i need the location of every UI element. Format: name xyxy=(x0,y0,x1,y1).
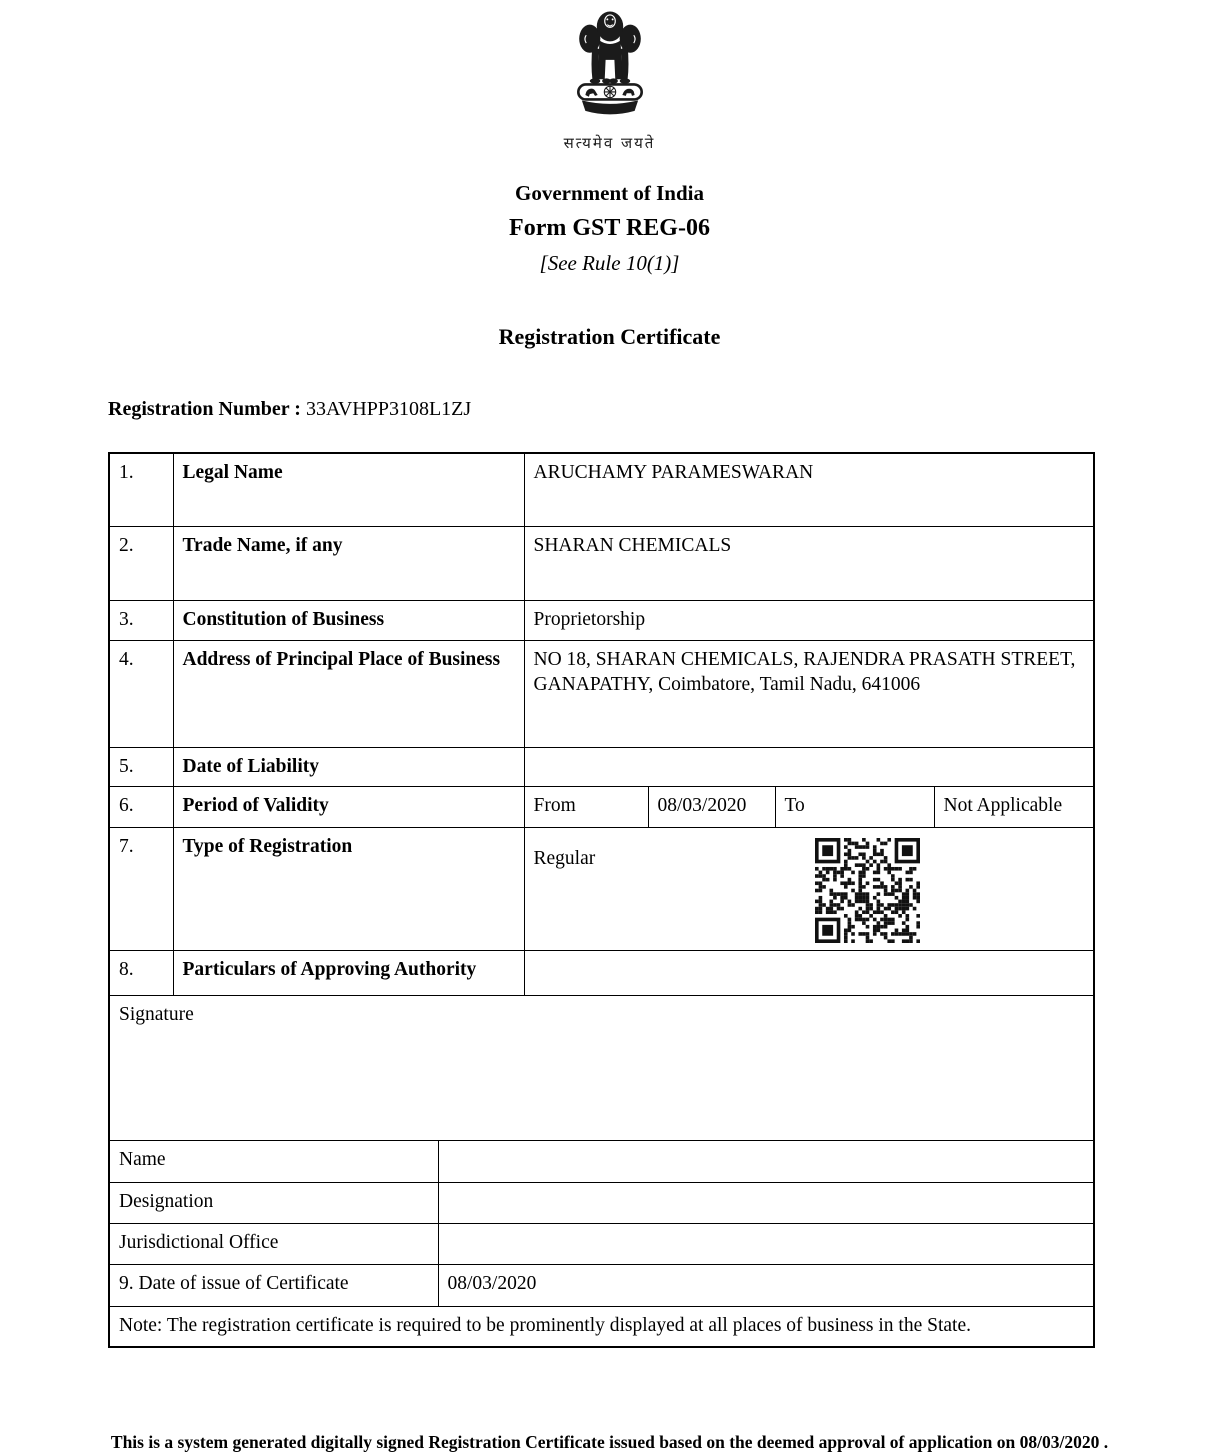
certificate-title: Registration Certificate xyxy=(498,324,721,349)
row-address xyxy=(109,640,1094,747)
field-label: Legal Name xyxy=(173,453,524,526)
field-value xyxy=(438,1223,1094,1264)
field-value xyxy=(524,950,1094,995)
field-value xyxy=(438,1182,1094,1223)
field-label: Address of Principal Place of Business xyxy=(173,640,524,747)
qr-code-icon xyxy=(815,838,920,943)
row-number: 6. xyxy=(109,786,173,827)
qr-code xyxy=(815,838,920,943)
row-signature xyxy=(109,995,1094,1140)
row-number: 7. xyxy=(109,827,173,950)
row-approving-authority xyxy=(109,950,1094,995)
row-date-of-liability xyxy=(109,747,1094,786)
government-title: Government of India xyxy=(515,181,704,205)
registration-number xyxy=(108,398,1219,421)
row-trade-name xyxy=(109,526,1094,600)
signature-label: Signature xyxy=(109,995,1094,1140)
emblem-motto: सत्यमेव जयते xyxy=(563,134,656,152)
ashoka-lion-capital-icon xyxy=(566,6,654,126)
registration-number-label: Registration Number : xyxy=(108,398,301,420)
field-value xyxy=(524,747,1094,786)
validity-from-label: From xyxy=(524,786,648,827)
row-number: 8. xyxy=(109,950,173,995)
row-period-of-validity xyxy=(109,786,1094,827)
field-label: Period of Validity xyxy=(173,786,524,827)
validity-from-value: 08/03/2020 xyxy=(648,786,775,827)
field-label: Jurisdictional Office xyxy=(109,1223,438,1264)
row-jurisdictional-office xyxy=(109,1223,1094,1264)
field-label: Constitution of Business xyxy=(173,600,524,640)
field-value: Regular xyxy=(533,847,596,869)
field-value: Proprietorship xyxy=(524,600,1094,640)
field-value xyxy=(438,1140,1094,1182)
row-number: 5. xyxy=(109,747,173,786)
footer-note: This is a system generated digitally signed Registration Certificate issued based on the deemed approval of application on 08/03/2020 . xyxy=(110,1432,1109,1452)
national-emblem xyxy=(0,6,1219,153)
row-type-of-registration xyxy=(109,827,1094,950)
form-title: Form GST REG-06 xyxy=(509,215,710,241)
field-value: SHARAN CHEMICALS xyxy=(524,526,1094,600)
field-label: Type of Registration xyxy=(173,827,524,950)
registration-number-value: 33AVHPP3108L1ZJ xyxy=(305,398,472,420)
row-number: 2. xyxy=(109,526,173,600)
field-label: Name xyxy=(109,1140,438,1182)
field-value: NO 18, SHARAN CHEMICALS, RAJENDRA PRASATH STREET, GANAPATHY, Coimbatore, Tamil Nadu, 641006 xyxy=(524,640,1094,747)
field-label: Particulars of Approving Authority xyxy=(173,950,524,995)
rule-reference: [See Rule 10(1)] xyxy=(539,251,680,275)
validity-to-value: Not Applicable xyxy=(934,786,1094,827)
note-text: Note: The registration certificate is required to be prominently displayed at all places of business in the State. xyxy=(109,1306,1094,1347)
row-date-of-issue xyxy=(109,1264,1094,1306)
field-label: Designation xyxy=(109,1182,438,1223)
row-legal-name xyxy=(109,453,1094,526)
row-number: 4. xyxy=(109,640,173,747)
field-value: 08/03/2020 xyxy=(438,1264,1094,1306)
row-constitution xyxy=(109,600,1094,640)
row-name xyxy=(109,1140,1094,1182)
certificate-table xyxy=(108,452,1095,1348)
field-label: Date of Liability xyxy=(173,747,524,786)
validity-to-label: To xyxy=(775,786,934,827)
field-value: ARUCHAMY PARAMESWARAN xyxy=(524,453,1094,526)
row-number: 1. xyxy=(109,453,173,526)
row-number: 3. xyxy=(109,600,173,640)
field-label: Trade Name, if any xyxy=(173,526,524,600)
field-label: 9. Date of issue of Certificate xyxy=(109,1264,438,1306)
row-designation xyxy=(109,1182,1094,1223)
row-note xyxy=(109,1306,1094,1347)
